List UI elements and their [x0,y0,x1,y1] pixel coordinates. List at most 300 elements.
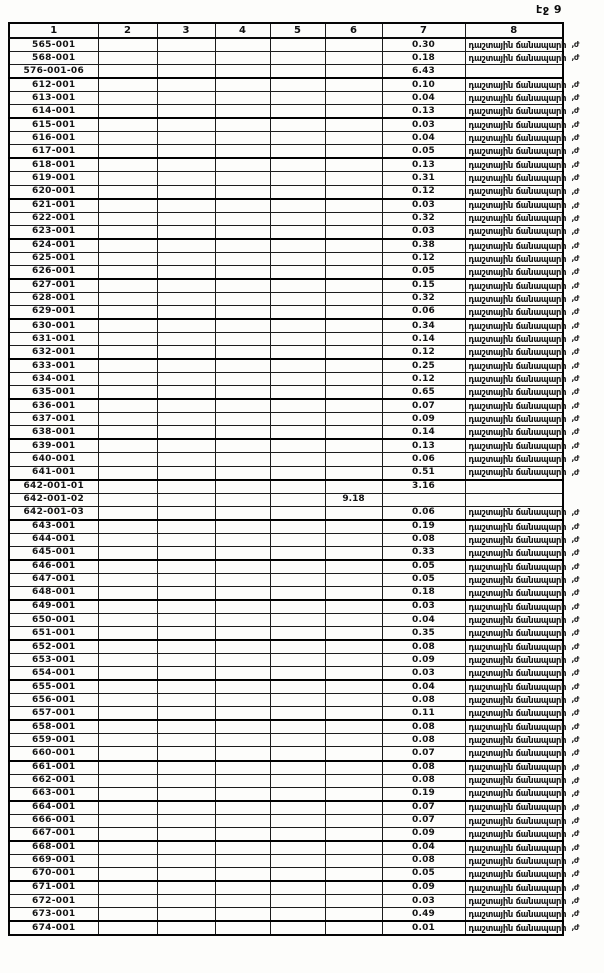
page-edge-fragment: ,ժ [571,909,579,919]
land-use-cell [465,560,579,574]
land-use-label: դաշտային ճանապարհ [468,534,567,545]
page-edge-fragment: ,ժ [571,574,579,584]
parcel-id-cell: 620-001 [9,185,98,199]
value-col6-cell [325,895,382,908]
value-col6-cell [325,694,382,707]
empty-cell-4 [215,520,270,534]
value-col6-cell [325,265,382,279]
parcel-id-cell: 622-001 [9,212,98,225]
land-use-cell [465,654,579,667]
page-edge-fragment: ,ժ [571,682,579,692]
empty-cell-3 [157,65,215,79]
parcel-id-cell: 649-001 [9,600,98,614]
empty-cell-3 [157,480,215,494]
empty-cell-2 [98,105,157,119]
empty-cell-5 [270,399,325,413]
table-row [9,654,563,667]
land-use-label: դաշտային ճանապարհ [468,119,567,131]
land-use-label: դաշտային ճանապարհ [468,132,567,144]
parcel-id-cell: 664-001 [9,801,98,815]
parcel-id-cell: 617-001 [9,145,98,159]
parcel-id-cell: 636-001 [9,399,98,413]
empty-cell-3 [157,586,215,600]
land-use-cell [465,145,579,159]
land-use-cell [465,586,579,600]
empty-cell-3 [157,105,215,119]
column-header: 3 [157,23,215,38]
empty-cell-5 [270,720,325,734]
area-value-cell: 0.09 [382,654,465,667]
area-value-cell: 0.30 [382,38,465,52]
value-col6-cell [325,707,382,721]
empty-cell-2 [98,52,157,65]
land-use-cell [465,265,579,279]
table-row [9,921,563,935]
land-use-cell [465,787,579,801]
parcel-id-cell: 654-001 [9,667,98,681]
empty-cell-2 [98,185,157,199]
table-row [9,38,563,52]
empty-cell-3 [157,319,215,333]
land-use-label: դաշտային ճանապարհ [468,788,567,799]
table-row [9,305,563,319]
value-col6-cell [325,132,382,145]
page-edge-fragment: ,ժ [571,454,579,464]
empty-cell-4 [215,199,270,213]
empty-cell-5 [270,787,325,801]
empty-cell-2 [98,654,157,667]
land-use-label: դաշտային ճանապարհ [468,882,567,894]
area-value-cell: 0.06 [382,305,465,319]
empty-cell-5 [270,185,325,199]
page-edge-fragment: ,ժ [571,815,579,825]
empty-cell-4 [215,506,270,520]
page-edge-fragment: ,ժ [571,802,579,812]
land-use-label: դաշտային ճանապարհ [468,226,567,237]
value-col6-cell [325,199,382,213]
empty-cell-4 [215,132,270,145]
area-value-cell: 0.12 [382,252,465,265]
empty-cell-4 [215,747,270,761]
empty-cell-4 [215,386,270,400]
column-header: 8 [465,23,563,38]
empty-cell-5 [270,694,325,707]
value-col6-cell [325,158,382,172]
empty-cell-3 [157,734,215,747]
land-use-label: դաշտային ճանապարհ [468,815,567,826]
page-edge-fragment: ,ժ [571,253,579,263]
empty-cell-5 [270,707,325,721]
area-value-cell: 0.08 [382,761,465,775]
table-row [9,854,563,867]
land-use-cell [465,359,579,373]
empty-cell-3 [157,774,215,787]
table-row [9,65,563,79]
area-value-cell: 0.07 [382,801,465,815]
value-col6-cell [325,386,382,400]
area-value-cell: 0.34 [382,319,465,333]
land-use-label: դաշտային ճանապարհ [468,426,567,438]
empty-cell-5 [270,533,325,546]
area-value-cell: 0.03 [382,895,465,908]
parcel-id-cell: 660-001 [9,747,98,761]
empty-cell-4 [215,841,270,855]
table-row [9,827,563,841]
land-use-label: դաշտային ճանապարհ [468,467,567,478]
table-row [9,78,563,92]
land-use-cell [465,895,579,908]
empty-cell-3 [157,413,215,426]
table-row [9,359,563,373]
empty-cell-4 [215,453,270,466]
table-row [9,333,563,346]
area-value-cell: 0.04 [382,680,465,694]
parcel-id-cell: 650-001 [9,614,98,627]
empty-cell-2 [98,600,157,614]
area-value-cell: 0.13 [382,105,465,119]
column-header: 1 [9,23,98,38]
empty-cell-5 [270,145,325,159]
table-row [9,118,563,132]
land-use-label: դաշտային ճանապարհ [468,694,567,706]
parcel-id-cell: 623-001 [9,225,98,239]
parcel-id-cell: 632-001 [9,346,98,360]
empty-cell-2 [98,292,157,305]
column-header: 7 [382,23,465,38]
empty-cell-4 [215,560,270,574]
empty-cell-2 [98,761,157,775]
empty-cell-5 [270,265,325,279]
table-row [9,747,563,761]
land-use-label: դաշտային ճանապարհ [468,667,567,679]
value-col6-cell [325,225,382,239]
page-edge-fragment: ,ժ [571,668,579,678]
empty-cell-3 [157,158,215,172]
empty-cell-3 [157,305,215,319]
empty-cell-5 [270,506,325,520]
empty-cell-5 [270,801,325,815]
table-row [9,480,563,494]
column-header: 4 [215,23,270,38]
empty-cell-4 [215,586,270,600]
page-edge-fragment: ,ժ [571,133,579,143]
parcel-id-cell: 674-001 [9,921,98,935]
empty-cell-5 [270,225,325,239]
value-col6-cell [325,413,382,426]
value-col6-cell [325,145,382,159]
area-value-cell: 0.14 [382,333,465,346]
empty-cell-5 [270,627,325,641]
table-row [9,707,563,721]
area-value-cell: 0.08 [382,774,465,787]
page-edge-fragment: ,ժ [571,414,579,424]
table-row [9,453,563,466]
empty-cell-4 [215,279,270,293]
empty-cell-3 [157,145,215,159]
empty-cell-2 [98,573,157,586]
value-col6-cell [325,747,382,761]
page-edge-fragment: ,ժ [571,828,579,838]
area-value-cell: 0.12 [382,373,465,386]
land-use-cell [465,439,579,453]
table-row [9,774,563,787]
land-use-cell [465,667,579,681]
empty-cell-2 [98,65,157,79]
value-col6-cell [325,640,382,654]
empty-cell-2 [98,279,157,293]
table-body [9,38,579,935]
empty-cell-5 [270,546,325,560]
land-use-cell [465,627,579,641]
land-use-cell [465,65,563,79]
empty-cell-4 [215,627,270,641]
empty-cell-3 [157,921,215,935]
area-value-cell: 0.15 [382,279,465,293]
page-edge-fragment: ,ժ [571,695,579,705]
land-use-label: դաշտային ճանապարհ [468,440,567,452]
page-edge-fragment: ,ժ [571,735,579,745]
table-row [9,413,563,426]
parcel-id-cell: 670-001 [9,867,98,881]
value-col6-cell [325,614,382,627]
parcel-id-cell: 648-001 [9,586,98,600]
area-value-cell: 6.43 [382,65,465,79]
empty-cell-3 [157,827,215,841]
land-use-label: դաշտային ճանապարհ [468,868,567,879]
page-edge-fragment: ,ժ [571,708,579,718]
empty-cell-5 [270,239,325,253]
value-col6-cell [325,680,382,694]
value-col6-cell [325,881,382,895]
empty-cell-2 [98,841,157,855]
value-col6-cell [325,118,382,132]
parcel-id-cell: 647-001 [9,573,98,586]
table-row [9,546,563,560]
empty-cell-2 [98,787,157,801]
area-value-cell: 0.05 [382,573,465,586]
table-row [9,506,563,520]
area-value-cell: 3.16 [382,480,465,494]
value-col6-cell [325,908,382,922]
land-use-label: դաշտային ճանապարհ [468,561,567,572]
parcel-id-cell: 655-001 [9,680,98,694]
land-use-label: դաշտային ճանապարհ [468,654,567,666]
parcel-id-cell: 671-001 [9,881,98,895]
land-use-cell [465,252,579,265]
area-value-cell: 0.51 [382,466,465,480]
value-col6-cell [325,52,382,65]
page-edge-fragment: ,ժ [571,868,579,878]
table-row [9,895,563,908]
page-edge-fragment: ,ժ [571,266,579,276]
parcel-id-cell: 645-001 [9,546,98,560]
empty-cell-2 [98,560,157,574]
value-col6-cell [325,38,382,52]
table-row [9,586,563,600]
table-row [9,439,563,453]
land-use-label: դաշտային ճանապարհ [468,386,567,398]
parcel-id-cell: 652-001 [9,640,98,654]
empty-cell-2 [98,145,157,159]
empty-cell-2 [98,908,157,922]
parcel-id-cell: 658-001 [9,720,98,734]
empty-cell-4 [215,426,270,440]
empty-cell-4 [215,52,270,65]
value-col6-cell [325,586,382,600]
page-edge-fragment: ,ժ [571,146,579,156]
value-col6-cell [325,373,382,386]
empty-cell-3 [157,854,215,867]
land-use-cell [465,426,579,440]
land-use-cell [465,520,579,534]
page-edge-fragment: ,ժ [571,334,579,344]
land-use-label: դաշտային ճանապարհ [468,547,567,558]
empty-cell-5 [270,212,325,225]
empty-cell-2 [98,720,157,734]
empty-cell-5 [270,78,325,92]
empty-cell-5 [270,466,325,480]
empty-cell-5 [270,827,325,841]
land-use-label: դաշտային ճանապարհ [468,922,567,934]
empty-cell-4 [215,212,270,225]
area-value-cell: 0.04 [382,841,465,855]
empty-cell-4 [215,319,270,333]
land-use-label: դաշտային ճանապարհ [468,52,567,64]
empty-cell-2 [98,466,157,480]
land-use-cell [465,38,579,52]
table-row [9,493,563,506]
parcel-id-cell: 644-001 [9,533,98,546]
empty-cell-5 [270,333,325,346]
empty-cell-2 [98,319,157,333]
land-use-label: դաշտային ճանապարհ [468,721,567,733]
empty-cell-4 [215,252,270,265]
value-col6-cell [325,279,382,293]
parcel-id-cell: 625-001 [9,252,98,265]
land-use-label: դաշտային ճանապարհ [468,601,567,613]
value-col6-cell [325,841,382,855]
empty-cell-5 [270,199,325,213]
empty-cell-2 [98,78,157,92]
empty-cell-2 [98,586,157,600]
land-use-cell [465,827,579,841]
table-row [9,279,563,293]
area-value-cell: 0.13 [382,158,465,172]
area-value-cell: 0.32 [382,212,465,225]
empty-cell-2 [98,118,157,132]
empty-cell-5 [270,921,325,935]
area-value-cell [382,493,465,506]
land-use-label: դաշտային ճանապարհ [468,360,567,372]
area-value-cell: 0.05 [382,265,465,279]
land-parcel-table [8,22,579,936]
empty-cell-5 [270,252,325,265]
empty-cell-2 [98,774,157,787]
empty-cell-3 [157,199,215,213]
empty-cell-4 [215,172,270,185]
empty-cell-3 [157,707,215,721]
parcel-id-cell: 659-001 [9,734,98,747]
parcel-id-cell: 639-001 [9,439,98,453]
value-col6-cell [325,921,382,935]
land-use-label: դաշտային ճանապարհ [468,707,567,719]
table-row [9,627,563,641]
area-value-cell: 0.06 [382,506,465,520]
area-value-cell: 0.12 [382,185,465,199]
empty-cell-2 [98,493,157,506]
land-use-label: դաշտային ճանապարհ [468,413,567,425]
empty-cell-5 [270,373,325,386]
area-value-cell: 0.09 [382,881,465,895]
empty-cell-5 [270,292,325,305]
empty-cell-3 [157,761,215,775]
empty-cell-3 [157,573,215,586]
page-edge-fragment: ,ժ [571,120,579,130]
empty-cell-4 [215,466,270,480]
empty-cell-2 [98,667,157,681]
empty-cell-2 [98,225,157,239]
land-use-cell [465,386,579,400]
empty-cell-3 [157,654,215,667]
empty-cell-4 [215,145,270,159]
land-use-cell [465,533,579,546]
column-header: 2 [98,23,157,38]
page-edge-fragment: ,ժ [571,882,579,892]
empty-cell-5 [270,92,325,105]
empty-cell-3 [157,640,215,654]
empty-cell-5 [270,654,325,667]
parcel-id-cell: 618-001 [9,158,98,172]
page-edge-fragment: ,ժ [571,896,579,905]
area-value-cell: 0.07 [382,399,465,413]
value-col6-cell [325,426,382,440]
table-row [9,881,563,895]
empty-cell-4 [215,854,270,867]
page-edge-fragment: ,ժ [571,775,579,785]
table-row [9,292,563,305]
empty-cell-2 [98,707,157,721]
parcel-id-cell: 642-001-03 [9,506,98,520]
land-use-label: դաշտային ճանապարհ [468,173,567,184]
page-edge-fragment: ,ժ [571,628,579,638]
parcel-id-cell: 628-001 [9,292,98,305]
parcel-id-cell: 663-001 [9,787,98,801]
empty-cell-4 [215,881,270,895]
empty-cell-5 [270,747,325,761]
land-use-label: դաշտային ճանապարհ [468,39,567,51]
land-use-label: դաշտային ճանապարհ [468,641,567,653]
land-use-cell [465,761,579,775]
page-edge-fragment: ,ժ [571,213,579,223]
parcel-id-cell: 657-001 [9,707,98,721]
empty-cell-3 [157,185,215,199]
table-row [9,145,563,159]
empty-cell-2 [98,305,157,319]
land-use-label: դաշտային ճանապարհ [468,79,567,91]
area-value-cell: 0.32 [382,292,465,305]
parcel-id-cell: 673-001 [9,908,98,922]
parcel-id-cell: 666-001 [9,814,98,827]
page-edge-fragment: ,ժ [571,923,579,933]
land-use-cell [465,239,579,253]
table-row [9,680,563,694]
empty-cell-2 [98,827,157,841]
page-edge-fragment: ,ժ [571,401,579,411]
empty-cell-3 [157,373,215,386]
empty-cell-5 [270,640,325,654]
land-use-cell [465,747,579,761]
land-use-cell [465,185,579,199]
